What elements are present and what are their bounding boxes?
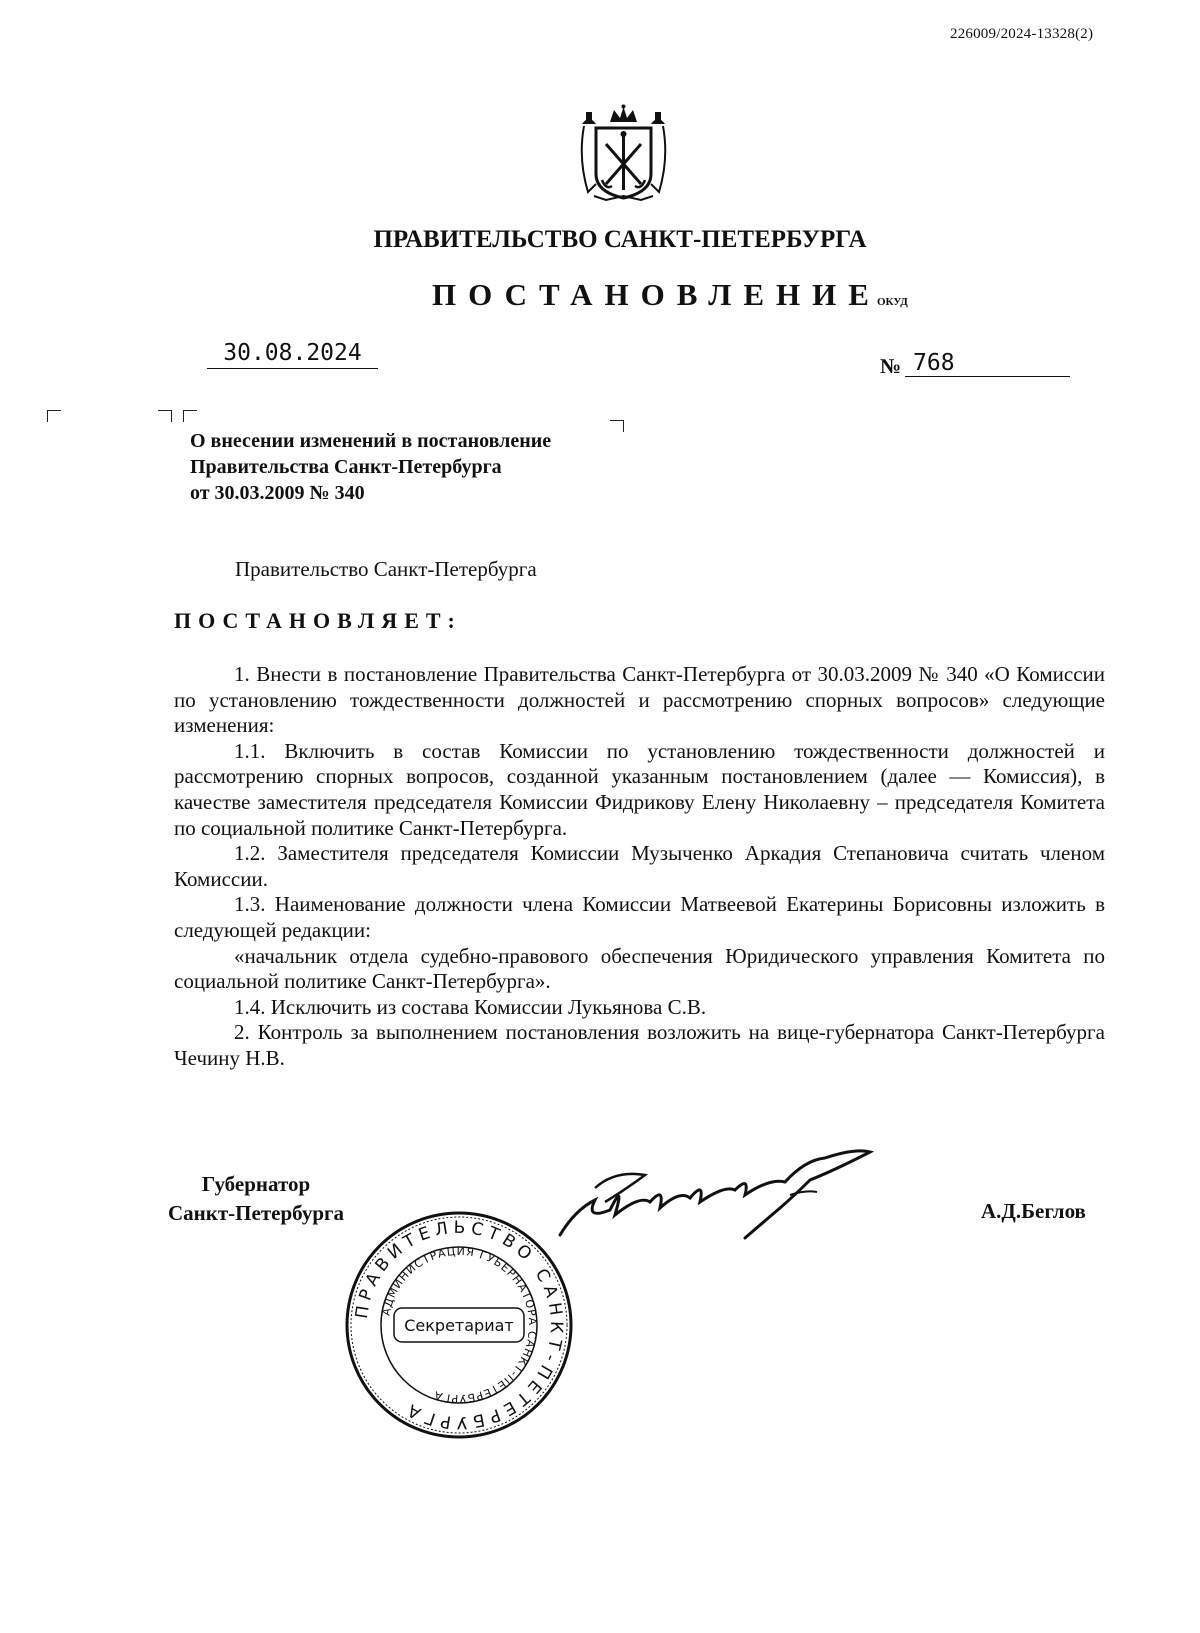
paragraph: «начальник отдела судебно-правового обеспечения Юридического управления Комитета по социальной политике Санкт-Петербурга».	[174, 943, 1105, 994]
st-petersburg-coat-of-arms-icon	[576, 104, 671, 204]
paragraph: 1.4. Исключить из состава Комиссии Лукьянова С.В.	[234, 994, 707, 1019]
corner-mark	[47, 410, 61, 422]
document-number: 768	[905, 350, 1070, 377]
document-id: 226009/2024-13328(2)	[950, 26, 1094, 42]
official-seal-stamp	[344, 1210, 574, 1440]
paragraph: 1.2. Заместителя председателя Комиссии Музыченко Аркадия Степановича считать членом Комиссии.	[174, 841, 1105, 891]
document-type: ПОСТАНОВЛЕНИЕ	[432, 277, 881, 312]
subject-line: Правительства Санкт-Петербурга	[190, 456, 502, 478]
corner-mark	[158, 410, 172, 422]
document-date: 30.08.2024	[207, 340, 378, 369]
document-subject	[190, 428, 551, 506]
decree-heading: ПОСТАНОВЛЯЕТ:	[174, 608, 462, 633]
svg-text:АДМИНИСТРАЦИЯ ГУБЕРНАТОРА САНК: АДМИНИСТРАЦИЯ ГУБЕРНАТОРА САНКТ-ПЕТЕРБУРГА	[379, 1244, 540, 1406]
signatory-title-line: Губернатор	[201, 1172, 311, 1196]
subject-line: от 30.03.2009 № 340	[190, 482, 365, 504]
signatory-name: А.Д.Беглов	[981, 1199, 1086, 1223]
signatory-title-line: Санкт-Петербурга	[168, 1201, 345, 1225]
intro-text: Правительство Санкт-Петербурга	[235, 557, 537, 581]
paragraph: 1. Внести в постановление Правительства Санкт-Петербурга от 30.03.2009 № 340 «О Комиссии по установлению тождественности должностей и рассмотрению спорных вопросов» следующие изменения:	[174, 662, 1105, 738]
handwritten-signature	[555, 1140, 900, 1245]
paragraph: 1.1. Включить в состав Комиссии по установлению тождественности должностей и рассмотрению спорных вопросов, созданной указанным постановлением (далее — Комиссия), в качестве заместителя председателя Комиссии Фидрикову Елену Николаевну – председателя Комитета по социальной политике Санкт-Петербурга.	[174, 738, 1105, 840]
corner-mark	[183, 410, 197, 422]
corner-mark	[610, 420, 624, 432]
organization-title: ПРАВИТЕЛЬСТВО САНКТ-ПЕТЕРБУРГА	[373, 226, 867, 253]
paragraph: 1.3. Наименование должности члена Комиссии Матвеевой Екатерины Борисовны изложить в следующей редакции:	[174, 892, 1105, 942]
signatory-title	[168, 1170, 344, 1228]
number-label: №	[880, 354, 902, 378]
paragraph: 2. Контроль за выполнением постановления возложить на вице-губернатора Санкт-Петербурга Чечину Н.В.	[174, 1020, 1105, 1070]
subject-line: О внесении изменений в постановление	[190, 430, 552, 452]
svg-text:ПРАВИТЕЛЬСТВО САНКТ-ПЕТЕРБУРГА: ПРАВИТЕЛЬСТВО САНКТ-ПЕТЕРБУРГА	[351, 1217, 567, 1433]
okud-label: ОКУД	[877, 296, 908, 308]
document-body	[174, 662, 1105, 1072]
svg-text:Секретариат: Секретариат	[404, 1316, 514, 1335]
